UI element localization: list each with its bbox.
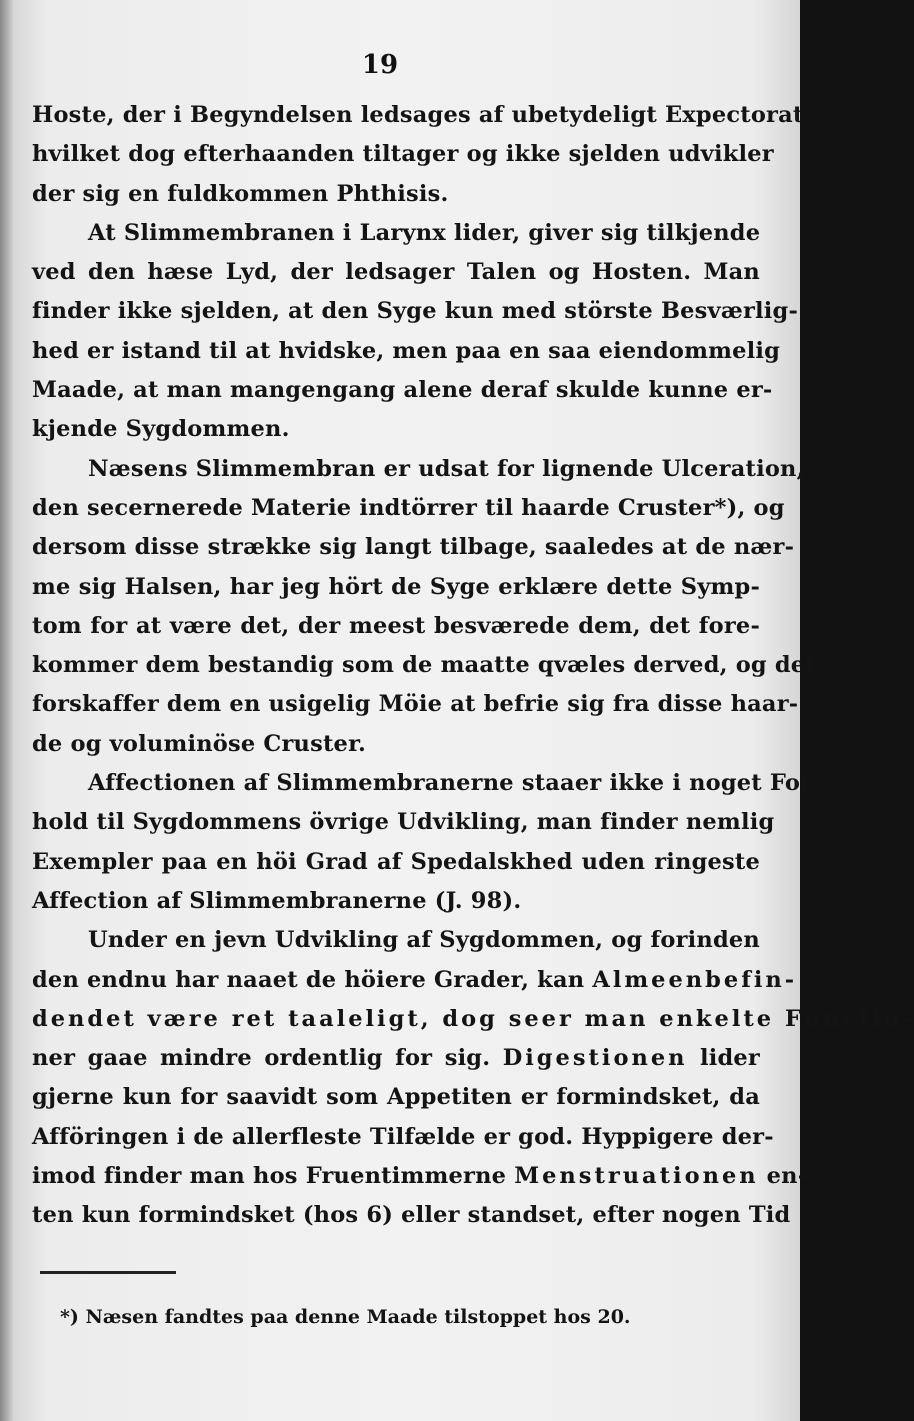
text-fragment: en- xyxy=(766,1163,808,1190)
text-line: Hoste, der i Begyndelsen ledsages af ubetydeligt Expectorat, xyxy=(32,102,812,128)
text-line: ved den hæse Lyd, der ledsager Talen og Hosten. Man xyxy=(32,259,760,286)
text-fragment: lider xyxy=(699,1045,760,1072)
text-line: tom for at være det, der meest besværede dem, det fore- xyxy=(32,612,760,639)
text-line: me sig Halsen, har jeg hört de Syge erklære dette Symp- xyxy=(32,573,760,600)
text-line: gjerne kun for saavidt som Appetiten er formindsket, da xyxy=(32,1084,760,1111)
text-fragment: ner gaae mindre ordentlig for sig. xyxy=(32,1045,491,1072)
text-line: Maade, at man mangengang alene deraf skulde kunne er- xyxy=(32,377,773,404)
text-line: At Slimmembranen i Larynx lider, giver sig tilkjende xyxy=(88,219,761,246)
text-line: kjende Sygdommen. xyxy=(32,416,290,443)
text-line: dersom disse strække sig langt tilbage, saaledes at de nær- xyxy=(32,534,795,561)
body-text xyxy=(32,96,914,1236)
emphasized-term: dendet være ret taaleligt, dog seer man enkelte Functio- xyxy=(32,1005,914,1032)
text-line: kommer dem bestandig som de maatte qvæles derved, og det xyxy=(32,652,816,679)
emphasized-term: Almeenbefin- xyxy=(592,966,798,993)
text-line: hvilket dog efterhaanden tiltager og ikke sjelden udvikler xyxy=(32,141,774,168)
text-line: hed er istand til at hvidske, men paa en saa eiendommelig xyxy=(32,337,781,364)
text-fragment: den endnu har naaet de höiere Grader, kan xyxy=(32,966,585,993)
emphasized-term: Menstruationen xyxy=(514,1163,759,1190)
text-line: ten kun formindsket (hos 6) eller standset, efter nogen Tid xyxy=(32,1202,791,1229)
text-line: den secernerede Materie indtörrer til haarde Cruster*), og xyxy=(32,494,785,521)
footnote: *) Næsen fandtes paa denne Maade tilstoppet hos 20. xyxy=(60,1306,631,1328)
text-fragment: imod finder man hos Fruentimmerne xyxy=(32,1163,507,1190)
text-line: Afföringen i de allerfleste Tilfælde er god. Hyppigere der- xyxy=(32,1123,774,1150)
text-line: Næsens Slimmembran er udsat for lignende Ulceration, xyxy=(88,455,805,482)
text-line: Affectionen af Slimmembranerne staaer ikke i noget For- xyxy=(88,770,822,797)
text-line: de og voluminöse Cruster. xyxy=(32,730,367,757)
text-line: finder ikke sjelden, at den Syge kun med störste Besværlig- xyxy=(32,298,798,325)
text-line: hold til Sygdommens övrige Udvikling, man finder nemlig xyxy=(32,809,775,836)
text-line: der sig en fuldkommen Phthisis. xyxy=(32,180,449,207)
page-number: 19 xyxy=(361,50,399,80)
text-line xyxy=(32,961,798,1000)
text-line: Affection af Slimmembranerne (J. 98). xyxy=(32,887,522,914)
page-gutter-shadow xyxy=(0,0,14,1421)
text-line: Exempler paa en höi Grad af Spedalskhed uden ringeste xyxy=(32,848,760,875)
footnote-rule xyxy=(40,1271,176,1274)
text-line: forskaffer dem en usigelig Möie at befrie sig fra disse haar- xyxy=(32,691,799,718)
text-line xyxy=(32,1157,808,1196)
emphasized-term: Digestionen xyxy=(502,1045,688,1072)
text-line xyxy=(32,1039,760,1078)
text-line: Under en jevn Udvikling af Sygdommen, og forinden xyxy=(88,927,760,954)
text-line xyxy=(32,1000,914,1039)
